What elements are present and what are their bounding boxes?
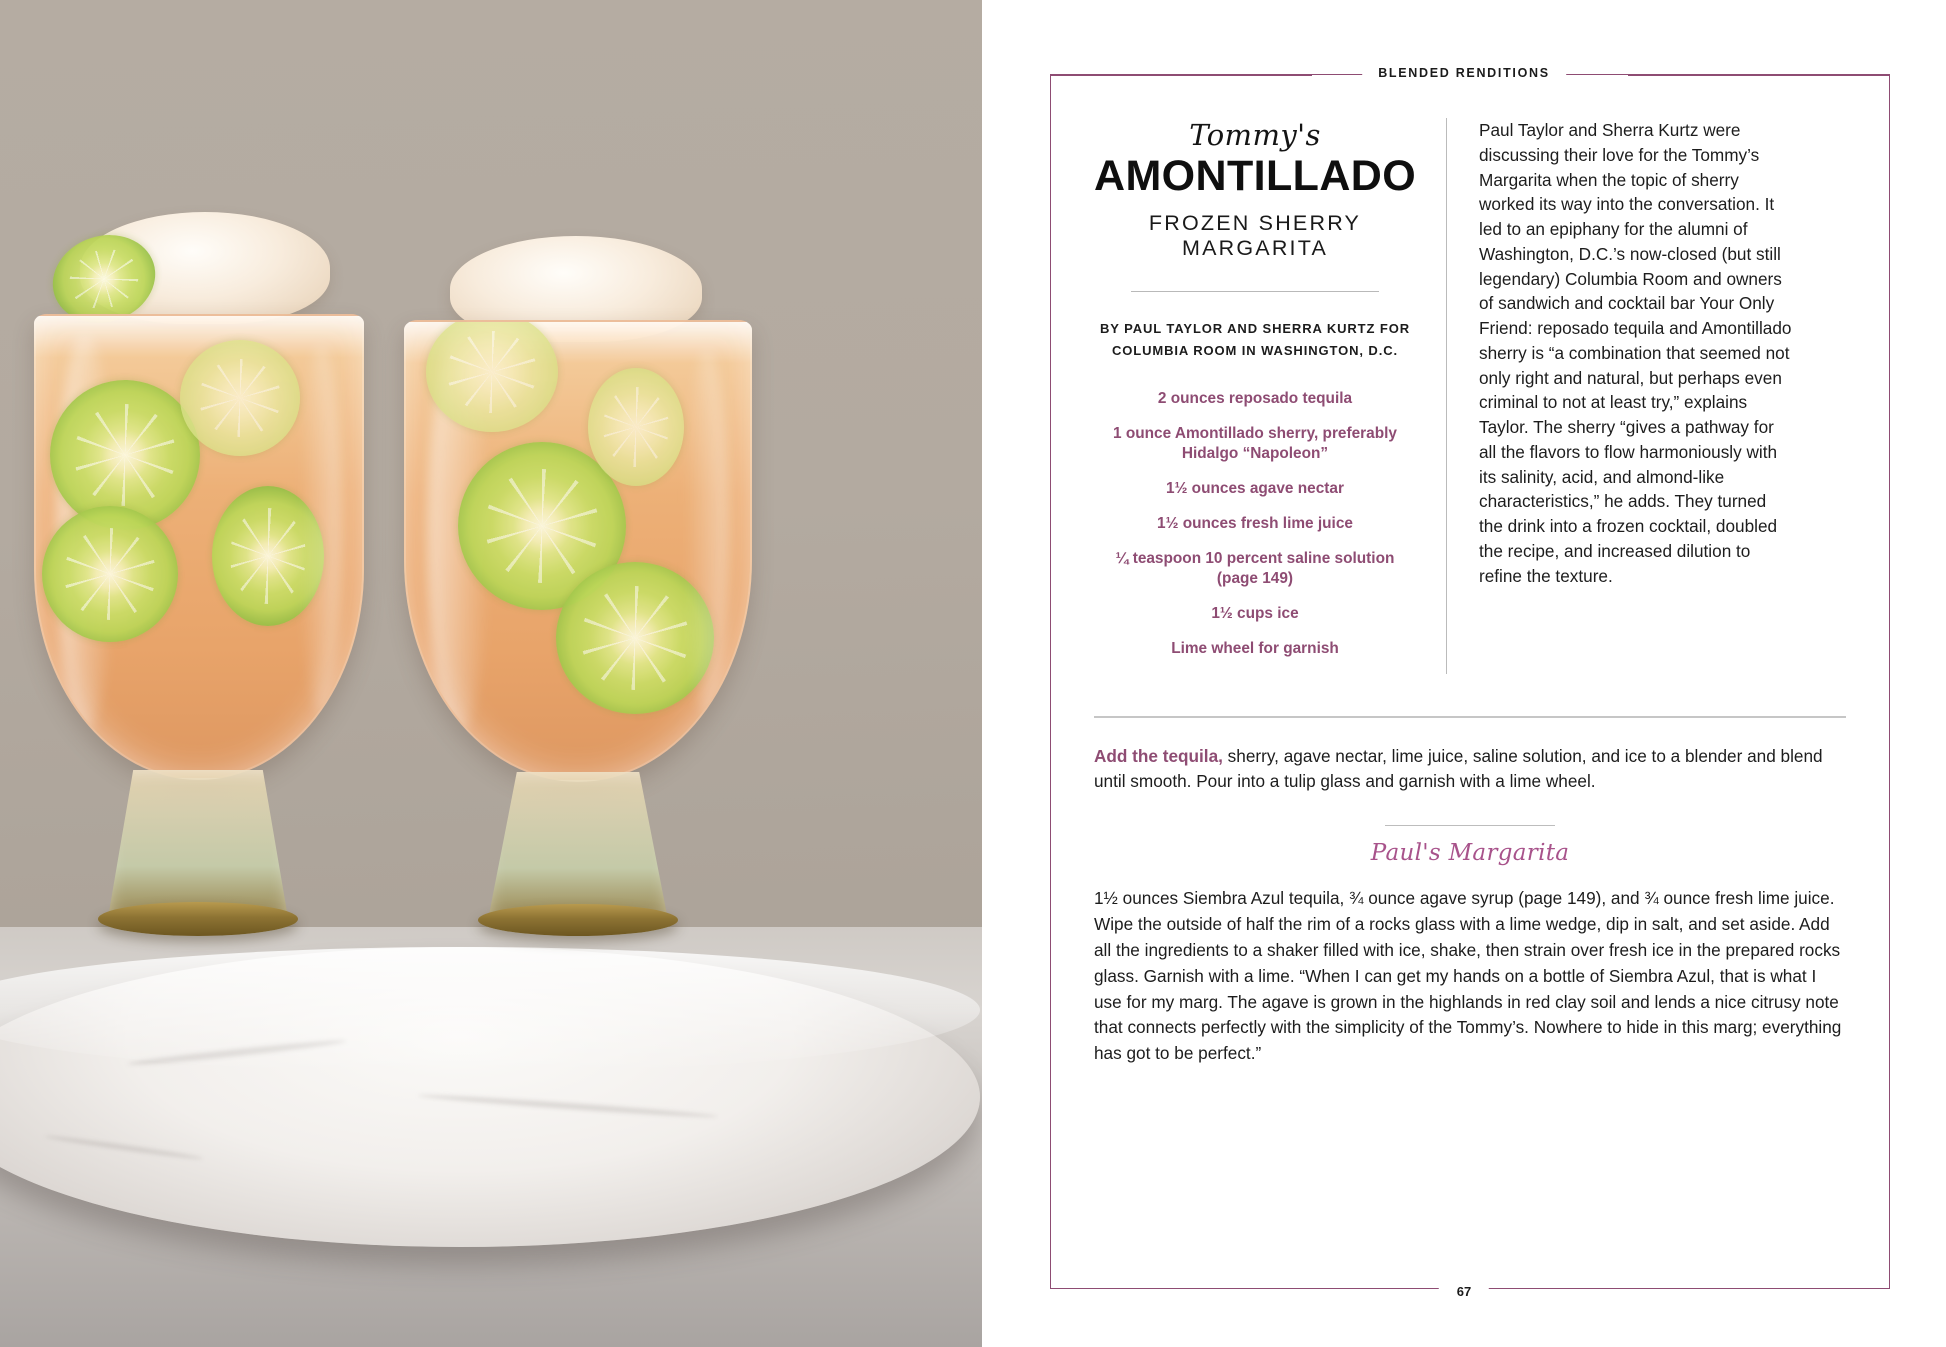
lime-slice: [556, 562, 714, 714]
method-lead-in: Add the tequila,: [1094, 745, 1223, 766]
method-body: sherry, agave nectar, lime juice, saline solution, and ice to a blender and blend until smooth. Pour into a tulip glass and garnish with a lime wheel.: [1094, 745, 1823, 792]
list-item: ¼ teaspoon 10 percent saline solution (page 149): [1115, 550, 1395, 588]
recipe-column: [1094, 118, 1446, 674]
glass-bowl: [404, 320, 752, 782]
list-item: 1½ ounces agave nectar: [1166, 480, 1344, 498]
kicker-rule-right: [1628, 74, 1890, 76]
cocktail-glass-right: [404, 248, 752, 920]
marble-vein: [44, 1134, 203, 1161]
divider: [1131, 291, 1379, 292]
glass-foot: [98, 902, 298, 936]
page-number: 67: [1439, 1284, 1489, 1299]
recipe-credit: BY PAUL TAYLOR AND SHERRA KURTZ FOR COLUMBIA ROOM IN WASHINGTON, D.C.: [1099, 321, 1411, 358]
lime-slice: [426, 320, 558, 432]
recipe-title: AMONTILLADO: [1094, 152, 1417, 200]
list-item: 2 ounces reposado tequila: [1157, 390, 1353, 408]
cocktail-glass-left: [34, 230, 364, 910]
list-item: 1 ounce Amontillado sherry, preferably Hidalgo “Napoleon”: [1113, 425, 1397, 463]
lime-slice: [212, 486, 324, 626]
headnote-column: Paul Taylor and Sherra Kurtz were discussing their love for the Tommy’s Margarita when the topic of sherry worked its way into the conversation. It led to an epiphany for the alumni of Washington, D.C.’s now-closed (but still legendary) Columbia Room and owners of sandwich and cocktail bar Your Only Friend: reposado tequila and Amontillado sherry is “a combination that seemed not only right and natural, but perhaps even criminal to not at least try,” explains Taylor. The sherry “gives a pathway for all the flavors to flow harmoniously with its salinity, acid, and almond-like characteristics,” he adds. They turned the drink into a frozen cocktail, doubled the recipe, and increased dilution to refine the texture.: [1446, 118, 1794, 674]
recipe-script-name: Tommy's: [1189, 118, 1321, 152]
page-content: [1094, 118, 1846, 1067]
method-paragraph: [1094, 744, 1846, 796]
recipe-subtitle: FROZEN SHERRY MARGARITA: [1148, 211, 1362, 261]
marble-vein: [127, 1038, 347, 1068]
marble-vein: [419, 1093, 719, 1120]
divider: [1094, 716, 1846, 717]
list-item: Lime wheel for garnish: [1171, 640, 1339, 658]
glass-stem: [488, 772, 668, 920]
glass-stem: [108, 770, 288, 918]
kicker-rule-left: [1050, 74, 1312, 76]
lime-slice: [180, 340, 300, 456]
lime-slice: [42, 506, 178, 642]
list-item: 1½ cups ice: [1211, 605, 1299, 623]
list-item: 1½ ounces fresh lime juice: [1157, 515, 1353, 533]
lime-slice: [588, 368, 684, 486]
sidebar-title: Paul's Margarita: [1370, 840, 1570, 867]
glass-bowl: [34, 314, 364, 780]
divider: [1385, 825, 1555, 826]
ingredient-list: [1094, 389, 1416, 659]
top-columns: [1094, 118, 1846, 674]
recipe-text-page: [982, 0, 1946, 1347]
sidebar-paragraph: 1½ ounces Siembra Azul tequila, ¾ ounce agave syrup (page 149), and ¾ ounce fresh lime juice. Wipe the outside of half the rim of a rocks glass with a lime wedge, dip in salt, and set aside. Add all the ingredients to a shaker filled with ice, shake, then strain over fresh ice in the prepared rocks glass. Garnish with a lime. “When I can get my hands on a bottle of Siembra Azul, that is what I use for my marg. The agave is grown in the highlands in red clay soil and lends a nice citrusy note that connects perfectly with the simplicity of the Tommy’s. Nowhere to hide in this marg; everything has got to be perfect.”: [1094, 888, 1842, 1064]
section-kicker: BLENDED RENDITIONS: [1362, 66, 1566, 80]
glass-foot: [478, 904, 678, 936]
